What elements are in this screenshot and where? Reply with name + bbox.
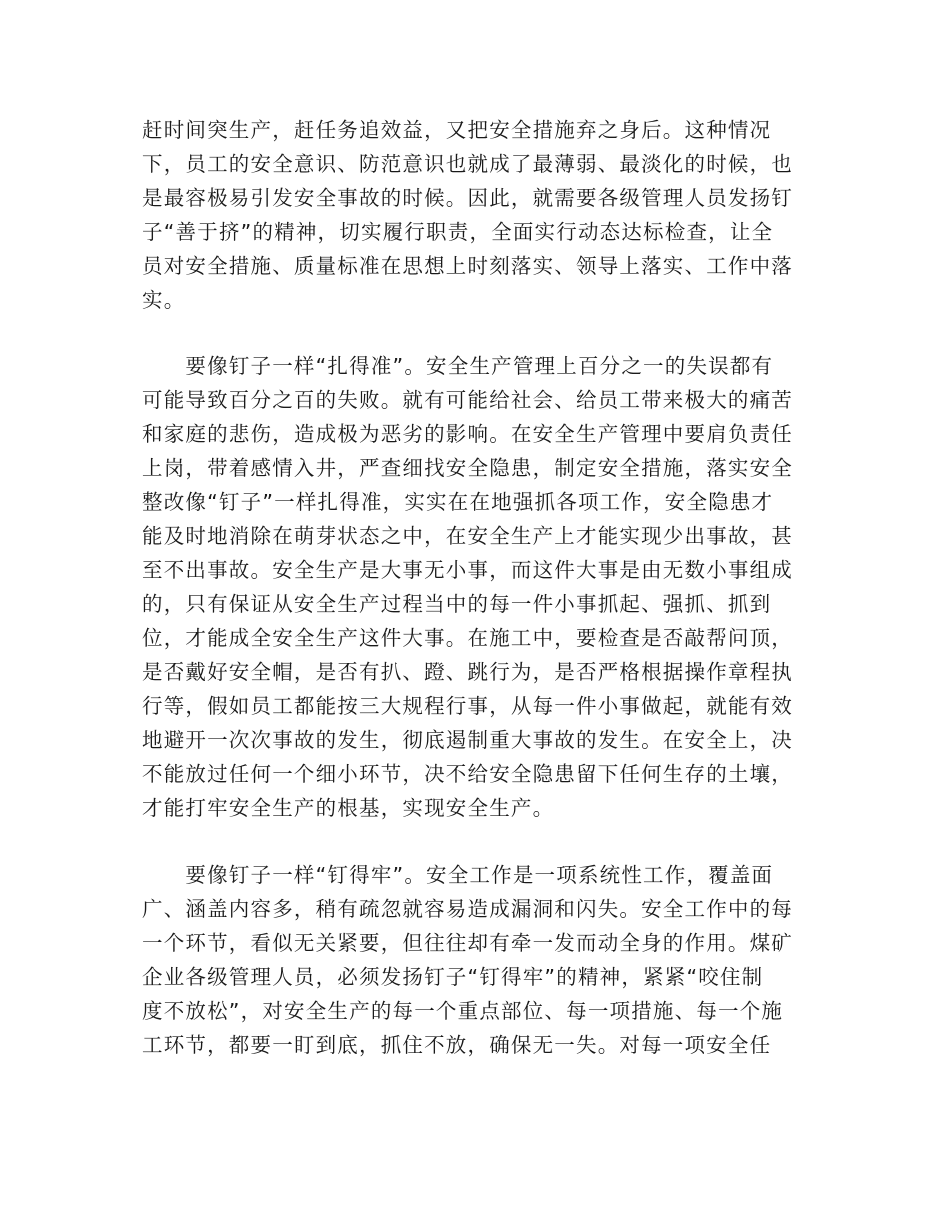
- paragraph-continuation: [142, 113, 810, 317]
- text-line: 要像钉子一样“扎得准”。安全生产管理上百分之一的失误都有: [142, 354, 774, 378]
- text-line: 子“善于挤”的精神，切实履行职责，全面实行动态达标检查，让全: [142, 220, 774, 244]
- text-line: 一个环节，看似无关紧要，但往往却有牵一发而动全身的作用。煤矿: [142, 931, 793, 955]
- paragraph-firm-like-nail: [142, 858, 810, 1062]
- text-line: 上岗，带着感情入井，严查细找安全隐患，制定安全措施，落实安全: [142, 456, 793, 480]
- text-line: 度不放松”，对安全生产的每一个重点部位、每一项措施、每一个施: [142, 999, 784, 1023]
- text-line: 工环节，都要一盯到底，抓住不放，确保无一失。对每一项安全任: [142, 1033, 772, 1057]
- text-line: 的，只有保证从安全生产过程当中的每一件小事抓起、强抓、抓到: [142, 592, 772, 616]
- text-line: 要像钉子一样“钉得牢”。安全工作是一项系统性工作，覆盖面: [142, 863, 774, 887]
- text-line: 可能导致百分之百的失败。就有可能给社会、给员工带来极大的痛苦: [142, 388, 793, 412]
- text-line: 企业各级管理人员，必须发扬钉子“钉得牢”的精神，紧紧“咬住制: [142, 965, 764, 989]
- text-line: 地避开一次次事故的发生，彻底遏制重大事故的发生。在安全上，决: [142, 728, 793, 752]
- text-line: 赶时间突生产，赶任务追效益，又把安全措施弃之身后。这种情况: [142, 118, 772, 142]
- text-line: 员对安全措施、质量标准在思想上时刻落实、领导上落实、工作中落: [142, 254, 793, 278]
- text-line: 下，员工的安全意识、防范意识也就成了最薄弱、最淡化的时候，也: [142, 152, 793, 176]
- text-line: 位，才能成全安全生产这件大事。在施工中，要检查是否敲帮问顶，: [142, 626, 793, 650]
- text-line: 能及时地消除在萌芽状态之中，在安全生产上才能实现少出事故，甚: [142, 524, 793, 548]
- text-line: 是否戴好安全帽，是否有扒、蹬、跳行为，是否严格根据操作章程执: [142, 660, 793, 684]
- text-line: 至不出事故。安全生产是大事无小事，而这件大事是由无数小事组成: [142, 558, 793, 582]
- text-line: 不能放过任何一个细小环节，决不给安全隐患留下任何生存的土壤，: [142, 762, 793, 786]
- text-line: 广、涵盖内容多，稍有疏忽就容易造成漏洞和闪失。安全工作中的每: [142, 897, 793, 921]
- text-line: 整改像“钉子”一样扎得准，实实在在地强抓各项工作，安全隐患才: [142, 490, 774, 514]
- text-line: 行等，假如员工都能按三大规程行事，从每一件小事做起，就能有效: [142, 694, 793, 718]
- text-line: 实。: [142, 288, 186, 312]
- text-line: 才能打牢安全生产的根基，实现安全生产。: [142, 796, 555, 820]
- text-line: 是最容极易引发安全事故的时候。因此，就需要各级管理人员发扬钉: [142, 186, 793, 210]
- paragraph-precise-like-nail: [142, 349, 810, 825]
- text-line: 和家庭的悲伤，造成极为恶劣的影响。在安全生产管理中要肩负责任: [142, 422, 793, 446]
